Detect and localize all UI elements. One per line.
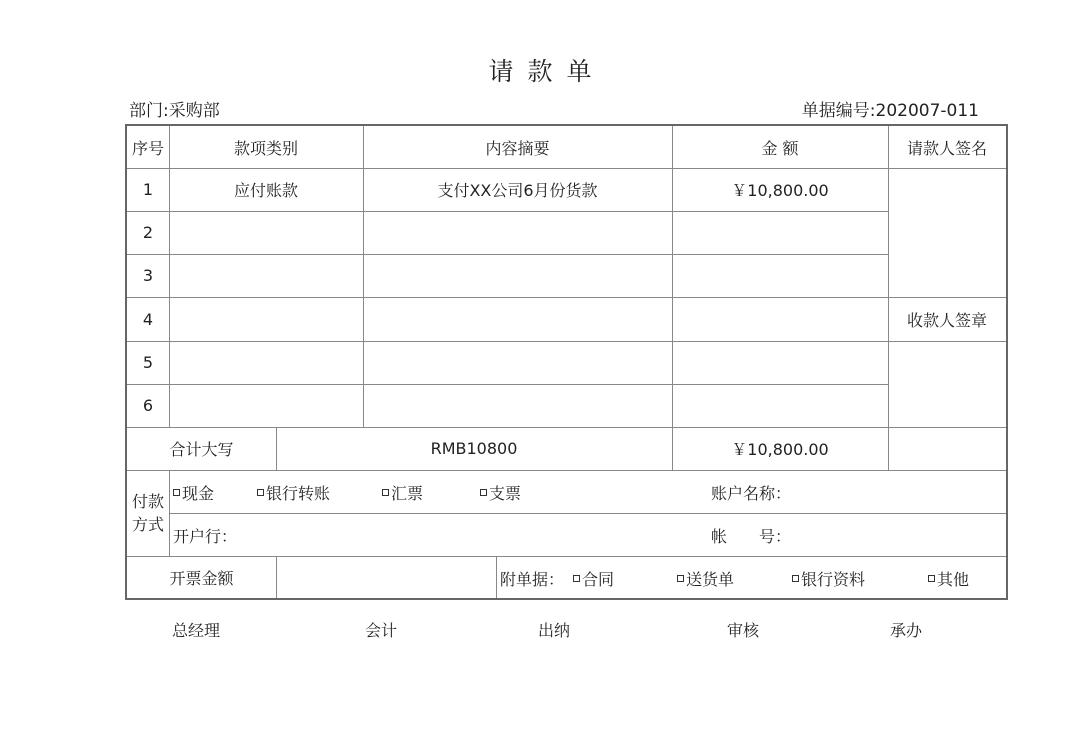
payment-request-form [125,124,1008,600]
row-amount [672,341,888,384]
row-summary [363,254,672,297]
checkbox-icon [677,575,684,582]
header-requester-sign: 请款人签名 [906,138,987,158]
attachments-label: 附单据： [500,570,565,589]
row-category [169,297,363,341]
checkbox-icon [573,575,580,582]
payment-method-label-line1: 付款 [131,492,164,511]
row-seq: 5 [142,353,154,372]
row-seq: 1 [142,180,154,199]
option-label: 支票 [489,484,522,503]
option-label: 现金 [182,484,215,503]
row-seq: 3 [142,266,154,285]
row-amount [672,297,888,341]
option-label: 送货单 [686,570,735,589]
option-label: 汇票 [391,484,424,503]
row-summary [363,211,672,254]
checkbox-icon [173,489,180,496]
row-amount [672,384,888,427]
signature-general-manager: 总经理 [172,621,221,640]
row-amount: ￥10,800.00 [731,181,829,200]
option-label: 其他 [937,570,970,589]
row-amount [672,211,888,254]
checkbox-icon [257,489,264,496]
payment-option-cash[interactable] [173,481,214,504]
attachment-option-delivery[interactable] [677,567,734,590]
header-category: 款项类别 [233,138,298,158]
option-label: 银行转账 [266,484,331,503]
department-label: 部门:采购部 [129,101,220,121]
signature-reviewer: 审核 [727,621,760,640]
total-amount: ￥10,800.00 [731,440,829,459]
row-summary [363,341,672,384]
signature-handler: 承办 [890,621,923,640]
header-summary: 内容摘要 [485,138,550,158]
signature-accountant: 会计 [365,621,398,640]
bank-label: 开户行： [173,527,238,546]
row-seq: 4 [142,309,154,329]
row-summary [363,384,672,427]
header-seq: 序号 [131,138,164,158]
checkbox-icon [382,489,389,496]
row-category [169,384,363,427]
account-number-label: 帐 号： [711,527,792,546]
checkbox-icon [480,489,487,496]
payment-option-check[interactable] [480,481,521,504]
total-label: 合计大写 [169,440,234,459]
row-summary: 支付XX公司6月份货款 [437,181,598,200]
option-label: 合同 [582,570,615,589]
attachment-option-other[interactable] [928,567,969,590]
row-category [169,341,363,384]
row-summary [363,297,672,341]
payee-stamp-label: 收款人签章 [906,310,987,330]
payment-method-label-line2: 方式 [131,515,164,534]
option-label: 银行资料 [801,570,866,589]
attachment-option-contract[interactable] [573,567,614,590]
payment-option-transfer[interactable] [257,481,330,504]
invoice-amount-label: 开票金额 [169,568,234,588]
row-category [169,211,363,254]
header-amount: 金 额 [761,138,799,158]
signature-cashier: 出纳 [538,621,571,640]
checkbox-icon [792,575,799,582]
account-name-label: 账户名称： [711,484,792,503]
row-category: 应付账款 [233,181,298,200]
payment-option-draft[interactable] [382,481,423,504]
doc-number-label: 单据编号:202007-011 [801,101,979,121]
row-seq: 6 [142,396,154,415]
attachment-option-bank-docs[interactable] [792,567,865,590]
row-seq: 2 [142,223,154,242]
row-category [169,254,363,297]
form-title: 请款单 [488,57,606,86]
row-amount [672,254,888,297]
payment-method-label [127,470,169,556]
checkbox-icon [928,575,935,582]
total-words: RMB10800 [430,439,518,458]
